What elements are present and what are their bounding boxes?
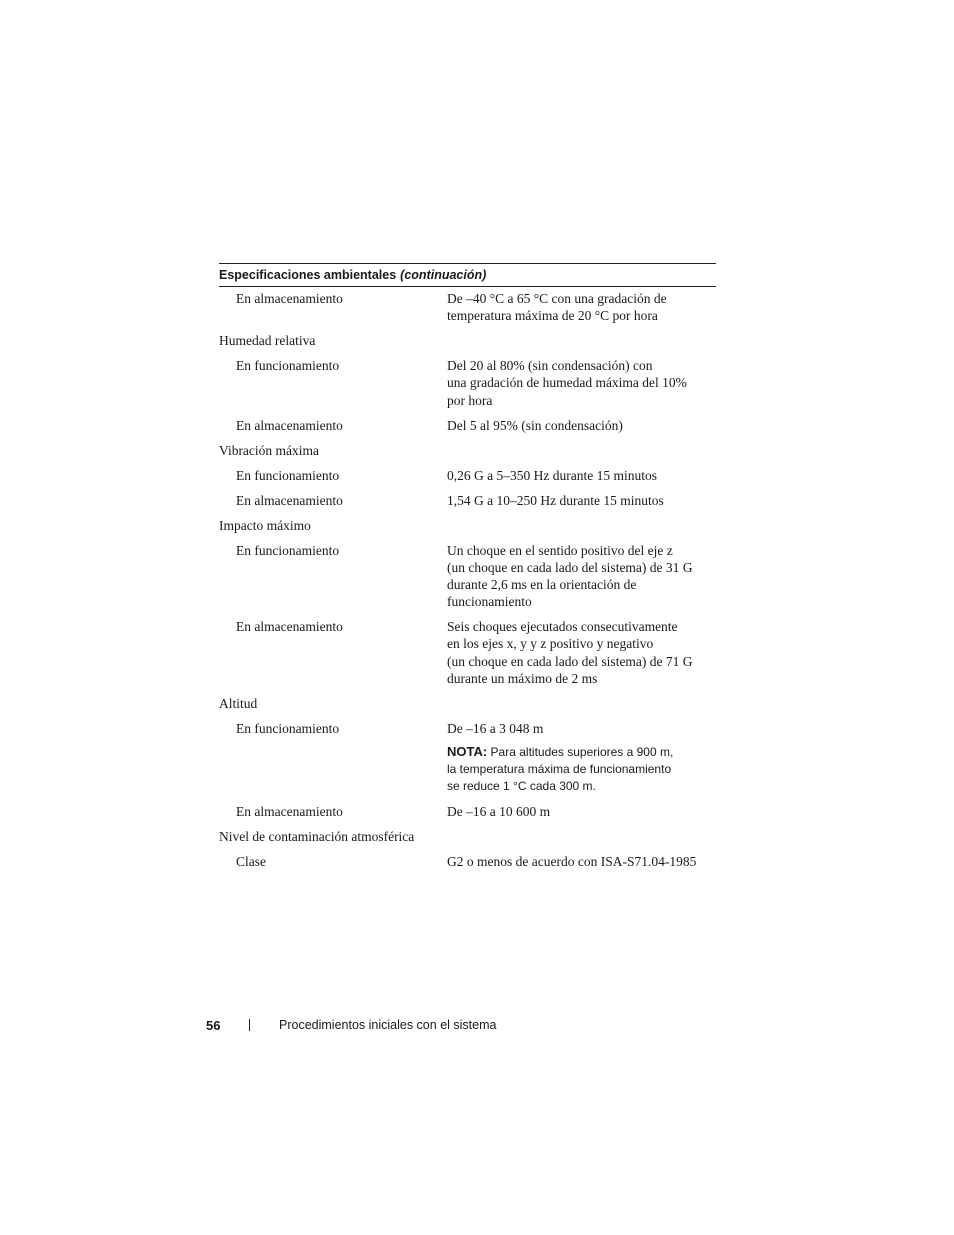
row-label: En almacenamiento [236,291,343,306]
row-value [447,442,716,459]
table-row [219,417,716,434]
row-value [447,357,716,409]
row-label: En funcionamiento [236,358,340,374]
value-line: Un choque en el sentido positivo del eje z [447,542,673,558]
value-line: (un choque en cada lado del sistema) de 31 G [447,559,693,575]
row-value [447,542,716,611]
table-title-continuation: (continuación) [400,268,487,282]
table-row [219,332,716,349]
value-line: De –16 a 10 600 m [447,804,551,820]
table-row [219,492,716,509]
table-body [219,287,716,871]
row-value [447,417,716,434]
note-text: Para altitudes superiores a 900 m, [490,745,674,760]
value-line: 0,26 G a 5–350 Hz durante 15 minutos [447,467,657,483]
value-line: G2 o menos de acuerdo con ISA-S71.04-1985 [447,854,697,870]
row-group-label: Nivel de contaminación atmosférica [219,829,415,845]
value-line: por hora [447,392,493,408]
row-label: En almacenamiento [236,804,343,820]
value-line: Del 20 al 80% (sin condensación) con [447,358,653,374]
value-line: De –40 °C a 65 °C con una gradación de [447,291,667,306]
row-label: En funcionamiento [236,542,340,558]
value-line: De –16 a 3 048 m [447,720,544,736]
footer-separator [249,1019,250,1031]
row-label: En almacenamiento [236,417,343,433]
row-value [447,290,716,324]
value-line: en los ejes x, y y z positivo y negativo [447,636,654,652]
footer-section-title: Procedimientos iniciales con el sistema [279,1018,497,1032]
table-row [219,467,716,484]
value-line: temperatura máxima de 20 °C por hora [447,308,658,324]
note-first-line [447,743,716,761]
altitude-note [447,743,716,796]
value-line: 1,54 G a 10–250 Hz durante 15 minutos [447,492,664,508]
row-label: En funcionamiento [236,467,340,483]
value-line: durante 2,6 ms en la orientación de [447,577,637,593]
value-line: Seis choques ejecutados consecutivamente [447,619,678,635]
row-group-label: Altitud [219,695,258,711]
row-group-label: Vibración máxima [219,442,320,458]
row-value [447,618,716,687]
row-value [447,853,716,870]
note-text: la temperatura máxima de funcionamiento [447,762,672,777]
value-line: Del 5 al 95% (sin condensación) [447,417,623,433]
table-row [219,803,716,820]
page-footer [206,1015,496,1035]
row-value [447,828,716,845]
table-row [219,357,716,409]
row-label: En almacenamiento [236,492,343,508]
table-row [219,618,716,687]
row-label: Clase [236,854,266,870]
table-row [219,853,716,870]
row-label: En funcionamiento [236,720,340,736]
table-row [219,442,716,459]
row-label: En almacenamiento [236,619,343,635]
value-line: durante un máximo de 2 ms [447,670,598,686]
table-row [219,828,716,845]
table-row [219,542,716,611]
table-header [219,263,716,287]
table-title: Especificaciones ambientales [219,268,397,282]
note-label: NOTA: [447,744,488,760]
row-value [447,517,716,534]
table-row [219,290,716,324]
row-value [447,492,716,509]
row-group-label: Impacto máximo [219,517,311,533]
value-line: funcionamiento [447,594,532,610]
value-line: (un choque en cada lado del sistema) de 71 G [447,653,693,669]
row-value [447,332,716,349]
row-group-label: Humedad relativa [219,333,316,349]
row-value [447,695,716,712]
table-row [219,720,716,796]
note-text: se reduce 1 °C cada 300 m. [447,779,596,794]
environmental-specs-table [219,263,716,878]
row-value [447,803,716,820]
value-line: una gradación de humedad máxima del 10% [447,375,687,391]
row-value [447,720,716,796]
row-value [447,467,716,484]
table-row [219,517,716,534]
table-row [219,695,716,712]
page-number: 56 [206,1017,221,1033]
